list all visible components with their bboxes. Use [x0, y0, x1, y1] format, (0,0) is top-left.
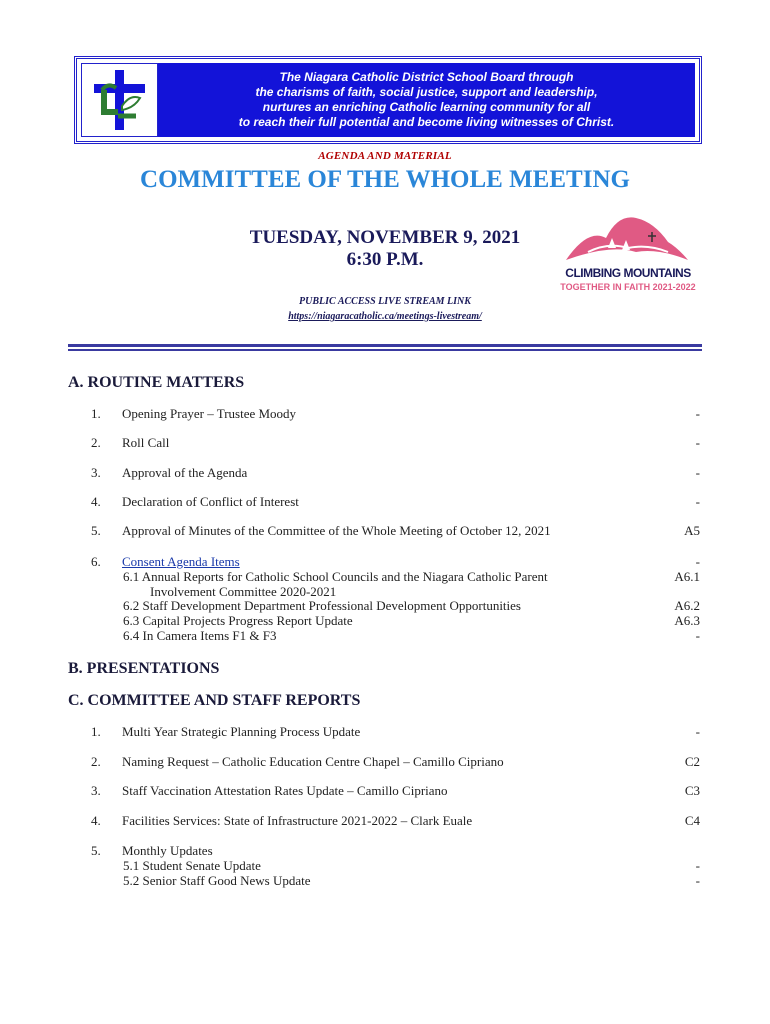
sub-item-text: Involvement Committee 2020-2021	[150, 584, 337, 599]
mission-banner	[74, 56, 702, 144]
item-reference: -	[695, 435, 700, 450]
board-logo-icon	[81, 63, 158, 137]
section-heading-c: C. COMMITTEE AND STAFF REPORTS	[68, 692, 361, 709]
item-number: 2.	[91, 754, 101, 769]
climbing-mountains-logo	[558, 208, 698, 294]
sub-item-text: 5.2 Senior Staff Good News Update	[123, 873, 311, 888]
item-text: Naming Request – Catholic Education Centre Chapel – Camillo Cipriano	[122, 754, 504, 769]
item-number: 2.	[91, 435, 101, 450]
item-text: Opening Prayer – Trustee Moody	[122, 406, 297, 421]
divider	[68, 349, 702, 351]
mission-line: to reach their full potential and become living witnesses of Christ.	[238, 115, 615, 129]
item-text: Monthly Updates	[122, 843, 213, 858]
agenda-kicker: AGENDA AND MATERIAL	[318, 150, 452, 162]
sub-item-text: 6.1 Annual Reports for Catholic School Councils and the Niagara Catholic Parent	[123, 569, 548, 584]
meeting-date: TUESDAY, NOVEMBER 9, 2021	[249, 227, 521, 248]
item-number: 4.	[91, 494, 101, 509]
divider	[68, 344, 702, 347]
livestream-label: PUBLIC ACCESS LIVE STREAM LINK	[299, 296, 471, 307]
consent-agenda-link[interactable]: Consent Agenda Items	[122, 554, 240, 569]
sub-item-reference: A6.2	[674, 598, 700, 613]
sub-item-reference: -	[695, 873, 700, 888]
sub-item-text: 6.4 In Camera Items F1 & F3	[123, 628, 277, 643]
item-text: Roll Call	[122, 435, 170, 450]
sub-item-reference: A6.1	[674, 569, 700, 584]
sub-item-text: 5.1 Student Senate Update	[123, 858, 261, 873]
item-reference: -	[695, 724, 700, 739]
item-reference: -	[695, 494, 700, 509]
section-heading-a: A. ROUTINE MATTERS	[68, 374, 245, 391]
item-text: Facilities Services: State of Infrastructure 2021-2022 – Clark Euale	[122, 813, 473, 828]
item-text: Declaration of Conflict of Interest	[122, 494, 299, 509]
mission-line: the charisms of faith, social justice, support and leadership,	[255, 85, 598, 99]
mission-statement	[158, 63, 695, 137]
climbing-title: CLIMBING MOUNTAINS	[565, 266, 691, 280]
item-number: 1.	[91, 724, 101, 739]
item-reference: -	[695, 465, 700, 480]
mission-line: nurtures an enriching Catholic learning community for all	[262, 100, 591, 114]
item-number: 3.	[91, 465, 101, 480]
item-number: 3.	[91, 783, 101, 798]
item-text: Multi Year Strategic Planning Process Update	[122, 724, 361, 739]
item-reference: C3	[684, 783, 700, 798]
livestream-link[interactable]: https://niagaracatholic.ca/meetings-livestream/	[288, 311, 482, 322]
item-reference: -	[695, 554, 700, 569]
item-number: 4.	[91, 813, 101, 828]
sub-item-reference: -	[695, 628, 700, 643]
item-reference: C2	[684, 754, 700, 769]
sub-item-reference: -	[695, 858, 700, 873]
sub-item-reference: A6.3	[674, 613, 700, 628]
sub-item-text: 6.3 Capital Projects Progress Report Update	[123, 613, 353, 628]
item-reference: -	[695, 406, 700, 421]
sub-item-text: 6.2 Staff Development Department Professional Development Opportunities	[123, 598, 521, 613]
item-number: 5.	[91, 843, 101, 858]
mission-line: The Niagara Catholic District School Board through	[279, 70, 574, 84]
section-heading-b: B. PRESENTATIONS	[68, 660, 220, 677]
item-text: Approval of Minutes of the Committee of the Whole Meeting of October 12, 2021	[122, 523, 551, 538]
item-number: 6.	[91, 554, 101, 569]
item-text: Staff Vaccination Attestation Rates Update – Camillo Cipriano	[122, 783, 448, 798]
item-number: 5.	[91, 523, 101, 538]
item-number: 1.	[91, 406, 101, 421]
climbing-subtitle: TOGETHER IN FAITH 2021-2022	[560, 282, 696, 292]
item-reference: A5	[684, 523, 700, 538]
item-text: Approval of the Agenda	[122, 465, 248, 480]
meeting-time: 6:30 P.M.	[346, 249, 424, 270]
page-title: COMMITTEE OF THE WHOLE MEETING	[140, 166, 630, 193]
item-reference: C4	[684, 813, 700, 828]
